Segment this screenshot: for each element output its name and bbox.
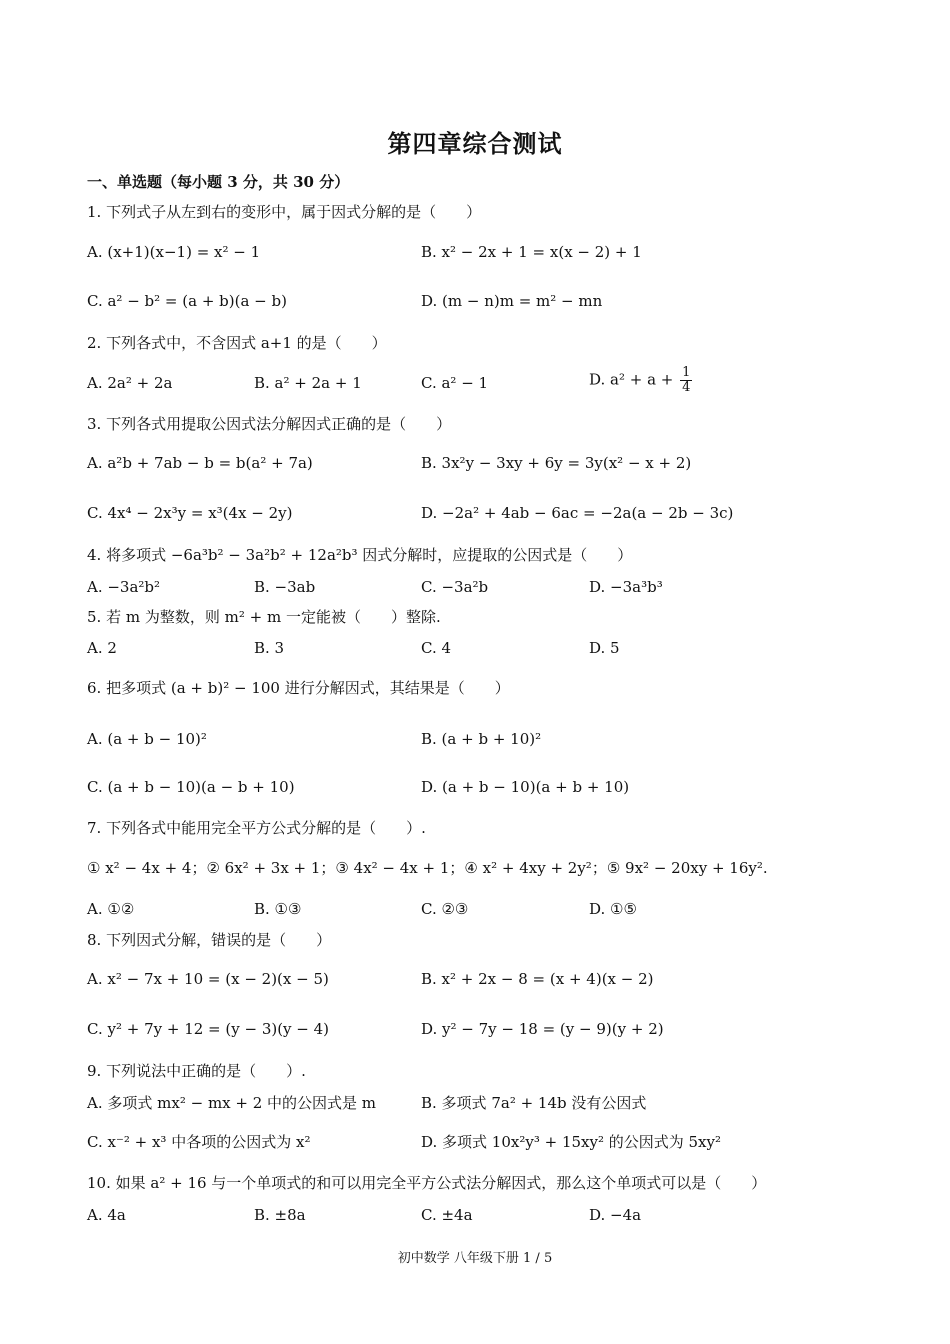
q9-option-b: B. 多项式 7a² + 14b 没有公因式 [421, 1094, 647, 1112]
q10-option-c: C. ±4a [421, 1206, 473, 1224]
q3-option-b: B. 3x²y − 3xy + 6y = 3y(x² − x + 2) [421, 454, 692, 472]
q10-option-b: B. ±8a [254, 1206, 306, 1224]
question-5-stem: 5. 若 m 为整数，则 m² + m 一定能被（ ）整除. [87, 608, 441, 626]
question-8-stem: 8. 下列因式分解，错误的是（ ） [87, 931, 332, 949]
q6-option-c: C. (a + b − 10)(a − b + 10) [87, 778, 295, 796]
q7-option-a: A. ①② [87, 900, 135, 918]
q2-option-b: B. a² + 2a + 1 [254, 374, 362, 392]
page-title: 第四章综合测试 [387, 129, 563, 158]
q5-option-d: D. 5 [589, 639, 620, 657]
q1-option-b: B. x² − 2x + 1 = x(x − 2) + 1 [421, 243, 642, 261]
q5-option-b: B. 3 [254, 639, 285, 657]
q3-option-c: C. 4x⁴ − 2x³y = x³(4x − 2y) [87, 504, 293, 522]
q6-option-b: B. (a + b + 10)² [421, 730, 542, 748]
question-4-stem: 4. 将多项式 −6a³b² − 3a²b² + 12a²b³ 因式分解时，应提取的公因式是（ ） [87, 546, 633, 564]
question-7-expressions: ① x² − 4x + 4；② 6x² + 3x + 1；③ 4x² − 4x + 1；④ x² + 4xy + 2y²；⑤ 9x² − 20xy + 16y². [87, 859, 768, 877]
q7-option-b: B. ①③ [254, 900, 302, 918]
q5-option-a: A. 2 [87, 639, 117, 657]
q10-option-d: D. −4a [589, 1206, 642, 1224]
q1-option-c: C. a² − b² = (a + b)(a − b) [87, 292, 287, 310]
q8-option-b: B. x² + 2x − 8 = (x + 4)(x − 2) [421, 970, 654, 988]
q4-option-d: D. −3a³b³ [589, 578, 663, 596]
q5-option-c: C. 4 [421, 639, 452, 657]
fraction-numerator: 1 [682, 365, 691, 380]
q8-option-d: D. y² − 7y − 18 = (y − 9)(y + 2) [421, 1020, 664, 1038]
q4-option-a: A. −3a²b² [87, 578, 161, 596]
question-9-stem: 9. 下列说法中正确的是（ ）. [87, 1062, 306, 1080]
question-6-stem: 6. 把多项式 (a + b)² − 100 进行分解因式，其结果是（ ） [87, 679, 510, 697]
q4-option-b: B. −3ab [254, 578, 316, 596]
question-10-stem: 10. 如果 a² + 16 与一个单项式的和可以用完全平方公式法分解因式，那么这个单项式可以是（ ） [87, 1174, 767, 1192]
q8-option-a: A. x² − 7x + 10 = (x − 2)(x − 5) [87, 970, 329, 988]
q3-option-d: D. −2a² + 4ab − 6ac = −2a(a − 2b − 3c) [421, 504, 734, 522]
page-footer: 初中数学 八年级下册 1 / 5 [397, 1251, 553, 1266]
q9-option-c: C. x⁻² + x³ 中各项的公因式为 x² [87, 1133, 311, 1151]
q7-option-c: C. ②③ [421, 900, 469, 918]
fraction-denominator: 4 [682, 380, 691, 395]
q4-option-c: C. −3a²b [421, 578, 489, 596]
q8-option-c: C. y² + 7y + 12 = (y − 3)(y − 4) [87, 1020, 330, 1038]
q2-option-a: A. 2a² + 2a [87, 374, 173, 392]
q1-option-a: A. (x+1)(x−1) = x² − 1 [87, 243, 261, 261]
question-7-stem: 7. 下列各式中能用完全平方公式分解的是（ ）. [87, 819, 426, 837]
q2-option-c: C. a² − 1 [421, 374, 489, 392]
q2-option-d [589, 366, 692, 395]
q6-option-d: D. (a + b − 10)(a + b + 10) [421, 778, 630, 796]
fraction [680, 366, 692, 395]
q6-option-a: A. (a + b − 10)² [87, 730, 207, 748]
q9-option-a: A. 多项式 mx² − mx + 2 中的公因式是 m [87, 1094, 377, 1112]
q2-option-d-text: D. a² + a + [589, 370, 674, 389]
question-2-stem: 2. 下列各式中，不含因式 a+1 的是（ ） [87, 334, 387, 352]
q7-option-d: D. ①⑤ [589, 900, 637, 918]
question-1-stem: 1. 下列式子从左到右的变形中，属于因式分解的是（ ） [87, 203, 482, 221]
question-3-stem: 3. 下列各式用提取公因式法分解因式正确的是（ ） [87, 415, 452, 433]
q1-option-d: D. (m − n)m = m² − mn [421, 292, 603, 310]
section-heading: 一、单选题（每小题 3 分，共 30 分） [87, 173, 350, 191]
q3-option-a: A. a²b + 7ab − b = b(a² + 7a) [87, 454, 313, 472]
q9-option-d: D. 多项式 10x²y³ + 15xy² 的公因式为 5xy² [421, 1133, 722, 1151]
q10-option-a: A. 4a [87, 1206, 126, 1224]
